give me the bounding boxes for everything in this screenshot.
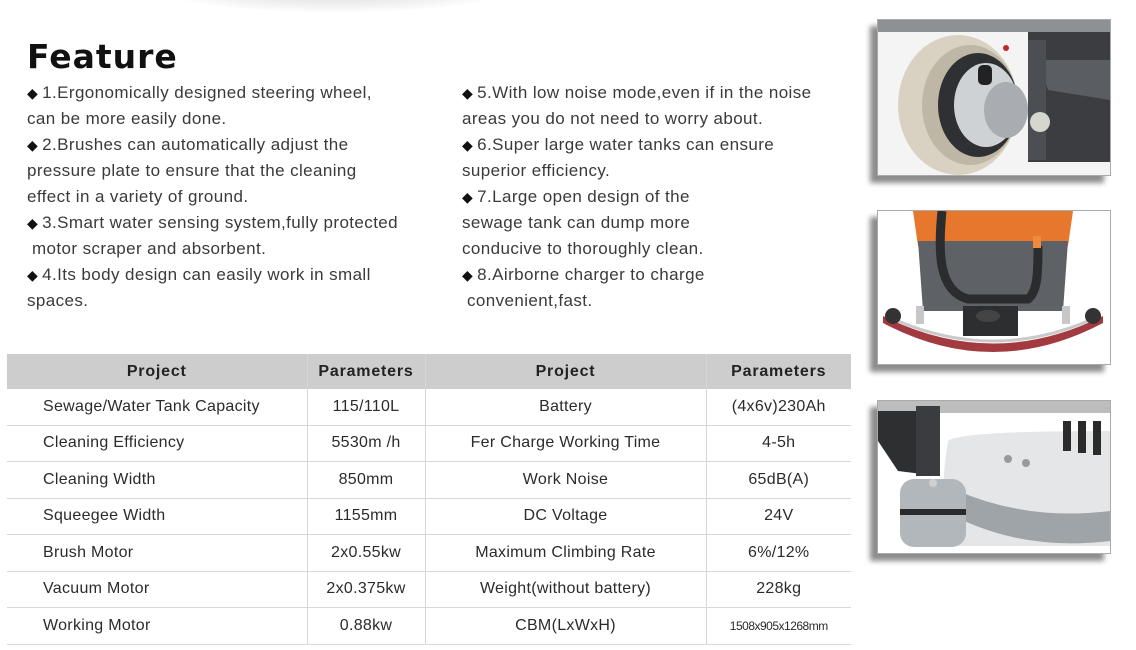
feature-item-3: ◆ 3.Smart water sensing system,fully protected motor scraper and absorbent. (27, 213, 399, 258)
table-row (7, 571, 851, 608)
diamond-bullet-icon: ◆ (27, 137, 39, 153)
spec-name: Maximum Climbing Rate (425, 535, 706, 572)
diamond-bullet-icon: ◆ (462, 137, 474, 153)
decorative-shadow (170, 0, 500, 12)
spec-name: Vacuum Motor (7, 571, 307, 608)
header-project-2: Project (425, 354, 706, 389)
spec-value: 4-5h (706, 425, 851, 462)
spec-name: Cleaning Efficiency (7, 425, 307, 462)
spec-value: 2x0.375kw (307, 571, 425, 608)
diamond-bullet-icon: ◆ (27, 215, 39, 231)
spec-value: 850mm (307, 462, 425, 499)
photo-drive-wheel (877, 19, 1111, 176)
feature-list-right (462, 80, 862, 314)
header-parameters-1: Parameters (307, 354, 425, 389)
table-row (7, 535, 851, 572)
spec-name: DC Voltage (425, 498, 706, 535)
spec-value: 6%/12% (706, 535, 851, 572)
diamond-bullet-icon: ◆ (462, 267, 474, 283)
spec-value: 1508x905x1268mm (706, 608, 851, 645)
spec-name: Squeegee Width (7, 498, 307, 535)
brush-deck-illustration (878, 401, 1110, 553)
spec-table-header (7, 354, 851, 389)
feature-item-5: ◆ 5.With low noise mode,even if in the noise areas you do not need to worry about. (462, 83, 812, 128)
spec-name: Cleaning Width (7, 462, 307, 499)
spec-value: (4x6v)230Ah (706, 389, 851, 425)
spec-name: Battery (425, 389, 706, 425)
header-parameters-2: Parameters (706, 354, 851, 389)
feature-item-1: ◆ 1.Ergonomically designed steering wheel, can be more easily done. (27, 83, 372, 128)
spec-value: 0.88kw (307, 608, 425, 645)
spec-table (7, 354, 851, 645)
spec-value: 228kg (706, 571, 851, 608)
photo-tank-squeegee (877, 210, 1111, 365)
spec-value: 2x0.55kw (307, 535, 425, 572)
diamond-bullet-icon: ◆ (27, 267, 39, 283)
spec-name: Brush Motor (7, 535, 307, 572)
spec-name: Sewage/Water Tank Capacity (7, 389, 307, 425)
feature-item-6: ◆ 6.Super large water tanks can ensure superior efficiency. (462, 135, 775, 180)
spec-value: 1155mm (307, 498, 425, 535)
feature-item-7: ◆ 7.Large open design of the sewage tank can dump more conducive to thoroughly clean. (462, 187, 704, 258)
feature-item-8: ◆ 8.Airborne charger to charge convenient,fast. (462, 265, 705, 310)
spec-value: 115/110L (307, 389, 425, 425)
spec-value: 24V (706, 498, 851, 535)
feature-list-left (27, 80, 457, 314)
table-row (7, 425, 851, 462)
spec-value: 5530m /h (307, 425, 425, 462)
table-row (7, 462, 851, 499)
diamond-bullet-icon: ◆ (462, 85, 474, 101)
spec-name: CBM(LxWxH) (425, 608, 706, 645)
table-row (7, 498, 851, 535)
table-row (7, 608, 851, 645)
tank-squeegee-illustration (878, 211, 1110, 364)
photo-brush-deck (877, 400, 1111, 554)
spec-value: 65dB(A) (706, 462, 851, 499)
spec-name: Working Motor (7, 608, 307, 645)
header-project-1: Project (7, 354, 307, 389)
diamond-bullet-icon: ◆ (27, 85, 39, 101)
table-row (7, 389, 851, 425)
spec-name: Work Noise (425, 462, 706, 499)
spec-name: Fer Charge Working Time (425, 425, 706, 462)
feature-item-4: ◆ 4.Its body design can easily work in small spaces. (27, 265, 371, 310)
spec-name: Weight(without battery) (425, 571, 706, 608)
drive-wheel-illustration (878, 20, 1110, 175)
feature-item-2: ◆ 2.Brushes can automatically adjust the pressure plate to ensure that the cleaning effect in a variety of ground. (27, 135, 357, 206)
page-title: Feature (27, 37, 178, 76)
diamond-bullet-icon: ◆ (462, 189, 474, 205)
